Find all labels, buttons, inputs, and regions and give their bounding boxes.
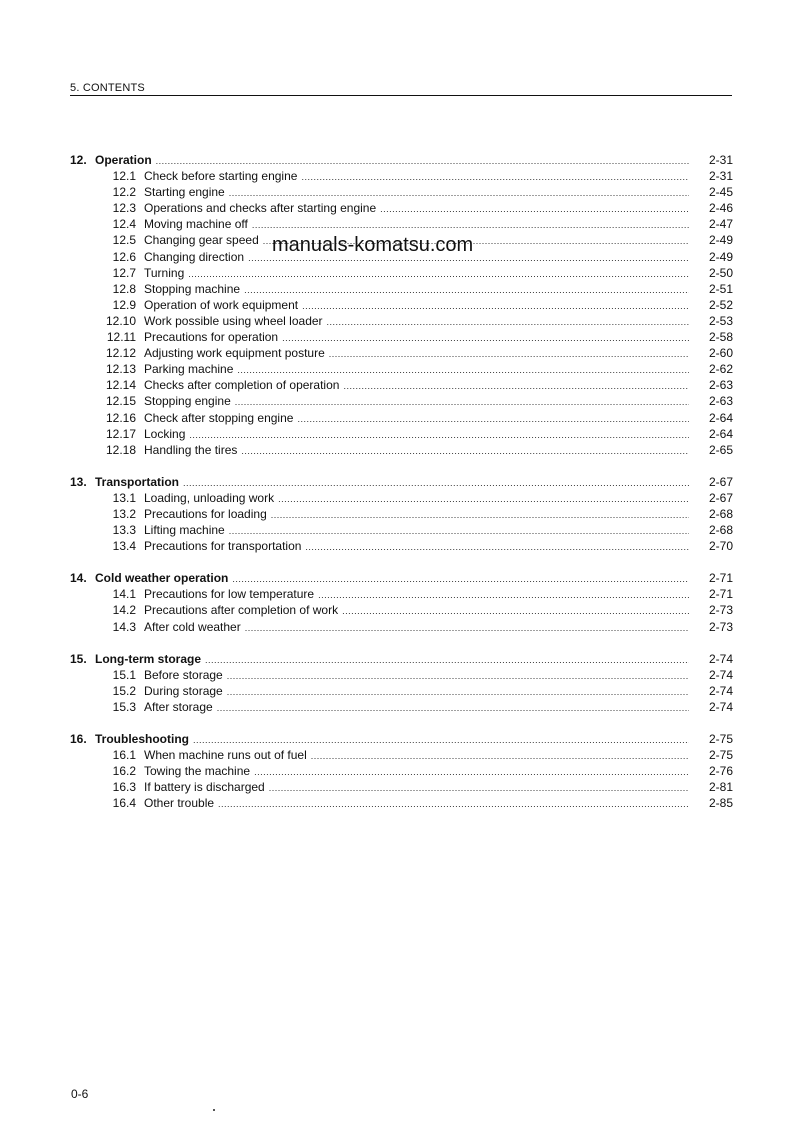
entry-page: 2-68 xyxy=(708,506,733,521)
header-title: 5. CONTENTS xyxy=(70,82,145,94)
chapter-title: Long-term storage xyxy=(95,651,202,666)
dot-leader xyxy=(297,411,689,427)
dot-leader xyxy=(156,153,689,169)
dot-leader xyxy=(193,732,689,748)
dot-leader xyxy=(245,620,689,636)
entry-number: 14.1 xyxy=(112,587,136,602)
entry-title: Lifting machine xyxy=(144,523,225,538)
dot-leader xyxy=(311,748,689,764)
entry-number: 12.3 xyxy=(112,201,136,216)
entry-page: 2-49 xyxy=(708,233,733,248)
entry-title: If battery is discharged xyxy=(144,780,265,795)
entry-page: 2-70 xyxy=(708,539,733,554)
entry-number: 12.4 xyxy=(112,217,136,232)
entry-page: 2-63 xyxy=(708,378,733,393)
entry-page: 2-60 xyxy=(708,346,733,361)
toc-entry-row[interactable] xyxy=(70,442,733,458)
dot-leader xyxy=(301,169,689,185)
toc-chapter-row[interactable] xyxy=(70,474,733,490)
toc-entry-row[interactable] xyxy=(70,506,733,522)
dot-leader xyxy=(217,700,689,716)
entry-number: 15.1 xyxy=(112,667,136,682)
chapter-number: 14. xyxy=(70,571,87,586)
watermark-text: manuals-komatsu.com xyxy=(272,234,474,256)
dot-leader xyxy=(282,330,689,346)
toc-section xyxy=(70,731,733,811)
toc-chapter-row[interactable] xyxy=(70,651,733,667)
entry-page: 2-74 xyxy=(708,683,733,698)
entry-page: 2-85 xyxy=(708,796,733,811)
toc-entry-row[interactable] xyxy=(70,184,733,200)
entry-title: Towing the machine xyxy=(144,764,251,779)
entry-number: 12.7 xyxy=(112,265,136,280)
entry-number: 16.4 xyxy=(112,796,136,811)
chapter-number: 12. xyxy=(70,153,87,167)
dot-leader xyxy=(305,539,689,555)
toc-entry-row[interactable] xyxy=(70,763,733,779)
entry-number: 13.2 xyxy=(112,506,136,521)
toc-entry-row[interactable] xyxy=(70,393,733,409)
dot-leader xyxy=(218,796,689,812)
entry-page: 2-45 xyxy=(708,185,733,200)
toc-entry-row[interactable] xyxy=(70,586,733,602)
toc-entry-row[interactable] xyxy=(70,200,733,216)
dot-leader xyxy=(183,475,689,491)
toc-entry-row[interactable] xyxy=(70,699,733,715)
toc-entry-row[interactable] xyxy=(70,683,733,699)
entry-number: 13.3 xyxy=(112,523,136,538)
toc-entry-row[interactable] xyxy=(70,522,733,538)
entry-title: Stopping machine xyxy=(144,281,241,296)
entry-title: Precautions for transportation xyxy=(144,539,302,554)
dot-leader xyxy=(271,507,689,523)
dot-leader xyxy=(227,684,689,700)
entry-title: After storage xyxy=(144,699,213,714)
dot-leader xyxy=(232,571,689,587)
entry-number: 16.1 xyxy=(112,748,136,763)
entry-number: 16.2 xyxy=(112,764,136,779)
entry-page: 2-74 xyxy=(708,667,733,682)
toc-section xyxy=(70,570,733,634)
toc-entry-row[interactable] xyxy=(70,216,733,232)
entry-number: 12.16 xyxy=(105,410,136,425)
chapter-page: 2-71 xyxy=(708,571,733,586)
entry-number: 14.3 xyxy=(112,619,136,634)
toc-entry-row[interactable] xyxy=(70,329,733,345)
dot-leader xyxy=(205,652,689,668)
entry-page: 2-52 xyxy=(708,297,733,312)
dot-leader xyxy=(188,266,689,282)
dot-leader xyxy=(229,185,689,201)
dot-leader xyxy=(235,394,689,410)
chapter-page: 2-75 xyxy=(708,732,733,746)
entry-title: Starting engine xyxy=(144,185,225,200)
dot-leader xyxy=(329,346,689,362)
entry-number: 12.6 xyxy=(112,249,136,264)
toc-chapter-row[interactable] xyxy=(70,570,733,586)
entry-number: 12.14 xyxy=(105,378,136,393)
entry-title: Precautions for low temperature xyxy=(144,587,315,602)
entry-page: 2-63 xyxy=(708,394,733,409)
entry-number: 12.13 xyxy=(105,362,136,377)
chapter-page: 2-74 xyxy=(708,651,733,666)
entry-number: 12.2 xyxy=(112,185,136,200)
dot-leader xyxy=(237,362,689,378)
entry-title: After cold weather xyxy=(144,619,241,634)
entry-page: 2-71 xyxy=(708,587,733,602)
entry-page: 2-65 xyxy=(708,442,733,457)
entry-number: 13.4 xyxy=(112,539,136,554)
chapter-number: 13. xyxy=(70,474,87,489)
toc-entry-row[interactable] xyxy=(70,297,733,313)
toc-entry-row[interactable] xyxy=(70,747,733,763)
toc-entry-row[interactable] xyxy=(70,168,733,184)
entry-title: Other trouble xyxy=(144,796,215,811)
chapter-number: 16. xyxy=(70,732,87,746)
entry-page: 2-49 xyxy=(708,249,733,264)
toc-section xyxy=(70,152,733,458)
entry-page: 2-75 xyxy=(708,748,733,763)
scan-speck xyxy=(213,1109,215,1111)
entry-number: 15.3 xyxy=(112,699,136,714)
entry-title: Work possible using wheel loader xyxy=(144,313,323,328)
entry-title: During storage xyxy=(144,683,223,698)
chapter-title: Cold weather operation xyxy=(95,571,229,586)
chapter-page: 2-31 xyxy=(708,153,733,167)
toc-section xyxy=(70,474,733,554)
page-header xyxy=(70,82,732,96)
entry-title: Precautions for operation xyxy=(144,330,279,345)
toc-entry-row[interactable] xyxy=(70,538,733,554)
entry-number: 12.12 xyxy=(105,346,136,361)
dot-leader xyxy=(241,443,689,459)
entry-number: 12.10 xyxy=(105,313,136,328)
entry-number: 14.2 xyxy=(112,603,136,618)
entry-title: Loading, unloading work xyxy=(144,490,275,505)
entry-page: 2-31 xyxy=(708,169,733,184)
entry-page: 2-46 xyxy=(708,201,733,216)
dot-leader xyxy=(327,314,689,330)
entry-title: Checks after completion of operation xyxy=(144,378,340,393)
dot-leader xyxy=(252,217,689,233)
dot-leader xyxy=(380,201,689,217)
dot-leader xyxy=(278,491,689,507)
dot-leader xyxy=(302,298,689,314)
entry-title: Check before starting engine xyxy=(144,169,298,184)
toc-entry-row[interactable] xyxy=(70,377,733,393)
chapter-page: 2-67 xyxy=(708,474,733,489)
chapter-title: Operation xyxy=(95,153,152,167)
entry-number: 12.15 xyxy=(105,394,136,409)
toc-section xyxy=(70,651,733,715)
entry-number: 16.3 xyxy=(112,780,136,795)
toc-chapter-row[interactable] xyxy=(70,152,733,168)
toc-entry-row[interactable] xyxy=(70,779,733,795)
entry-title: Before storage xyxy=(144,667,223,682)
footer-page-number: 0-6 xyxy=(71,1087,89,1101)
entry-page: 2-47 xyxy=(708,217,733,232)
entry-title: Precautions after completion of work xyxy=(144,603,339,618)
toc-entry-row[interactable] xyxy=(70,313,733,329)
entry-title: Moving machine off xyxy=(144,217,248,232)
entry-title: Handling the tires xyxy=(144,442,238,457)
dot-leader xyxy=(244,282,689,298)
chapter-title: Transportation xyxy=(95,474,180,489)
entry-title: Check after stopping engine xyxy=(144,410,294,425)
dot-leader xyxy=(227,668,689,684)
toc-entry-row[interactable] xyxy=(70,602,733,618)
dot-leader xyxy=(189,427,689,443)
entry-page: 2-74 xyxy=(708,699,733,714)
entry-page: 2-67 xyxy=(708,490,733,505)
entry-page: 2-58 xyxy=(708,330,733,345)
dot-leader xyxy=(342,603,689,619)
toc-entry-row[interactable] xyxy=(70,345,733,361)
chapter-number: 15. xyxy=(70,651,87,666)
entry-number: 13.1 xyxy=(112,490,136,505)
entry-page: 2-68 xyxy=(708,523,733,538)
entry-title: Changing direction xyxy=(144,249,245,264)
entry-page: 2-76 xyxy=(708,764,733,779)
entry-number: 12.1 xyxy=(112,169,136,184)
entry-title: Precautions for loading xyxy=(144,506,267,521)
entry-title: When machine runs out of fuel xyxy=(144,748,307,763)
dot-leader xyxy=(343,378,689,394)
entry-page: 2-62 xyxy=(708,362,733,377)
toc-entry-row[interactable] xyxy=(70,265,733,281)
entry-page: 2-73 xyxy=(708,603,733,618)
entry-number: 12.17 xyxy=(105,426,136,441)
entry-title: Parking machine xyxy=(144,362,234,377)
entry-title: Operations and checks after starting engine xyxy=(144,201,377,216)
entry-page: 2-53 xyxy=(708,313,733,328)
entry-page: 2-73 xyxy=(708,619,733,634)
entry-title: Operation of work equipment xyxy=(144,297,299,312)
dot-leader xyxy=(254,764,689,780)
entry-number: 12.5 xyxy=(112,233,136,248)
toc-entry-row[interactable] xyxy=(70,667,733,683)
entry-title: Turning xyxy=(144,265,185,280)
entry-page: 2-50 xyxy=(708,265,733,280)
entry-title: Locking xyxy=(144,426,186,441)
entry-page: 2-64 xyxy=(708,410,733,425)
dot-leader xyxy=(229,523,689,539)
entry-page: 2-64 xyxy=(708,426,733,441)
entry-number: 12.11 xyxy=(106,330,136,345)
entry-page: 2-81 xyxy=(708,780,733,795)
entry-number: 12.8 xyxy=(112,281,136,296)
toc-entry-row[interactable] xyxy=(70,281,733,297)
entry-title: Stopping engine xyxy=(144,394,231,409)
toc-entry-row[interactable] xyxy=(70,490,733,506)
entry-title: Changing gear speed xyxy=(144,233,259,248)
entry-number: 12.18 xyxy=(105,442,136,457)
toc-entry-row[interactable] xyxy=(70,619,733,635)
entry-number: 12.9 xyxy=(112,297,136,312)
toc-entry-row[interactable] xyxy=(70,361,733,377)
dot-leader xyxy=(269,780,689,796)
toc-entry-row[interactable] xyxy=(70,410,733,426)
entry-number: 15.2 xyxy=(112,683,136,698)
entry-page: 2-51 xyxy=(708,281,733,296)
chapter-title: Troubleshooting xyxy=(95,732,189,746)
entry-title: Adjusting work equipment posture xyxy=(144,346,325,361)
dot-leader xyxy=(318,587,689,603)
toc-chapter-row[interactable] xyxy=(70,731,733,747)
toc-entry-row[interactable] xyxy=(70,795,733,811)
toc-entry-row[interactable] xyxy=(70,426,733,442)
